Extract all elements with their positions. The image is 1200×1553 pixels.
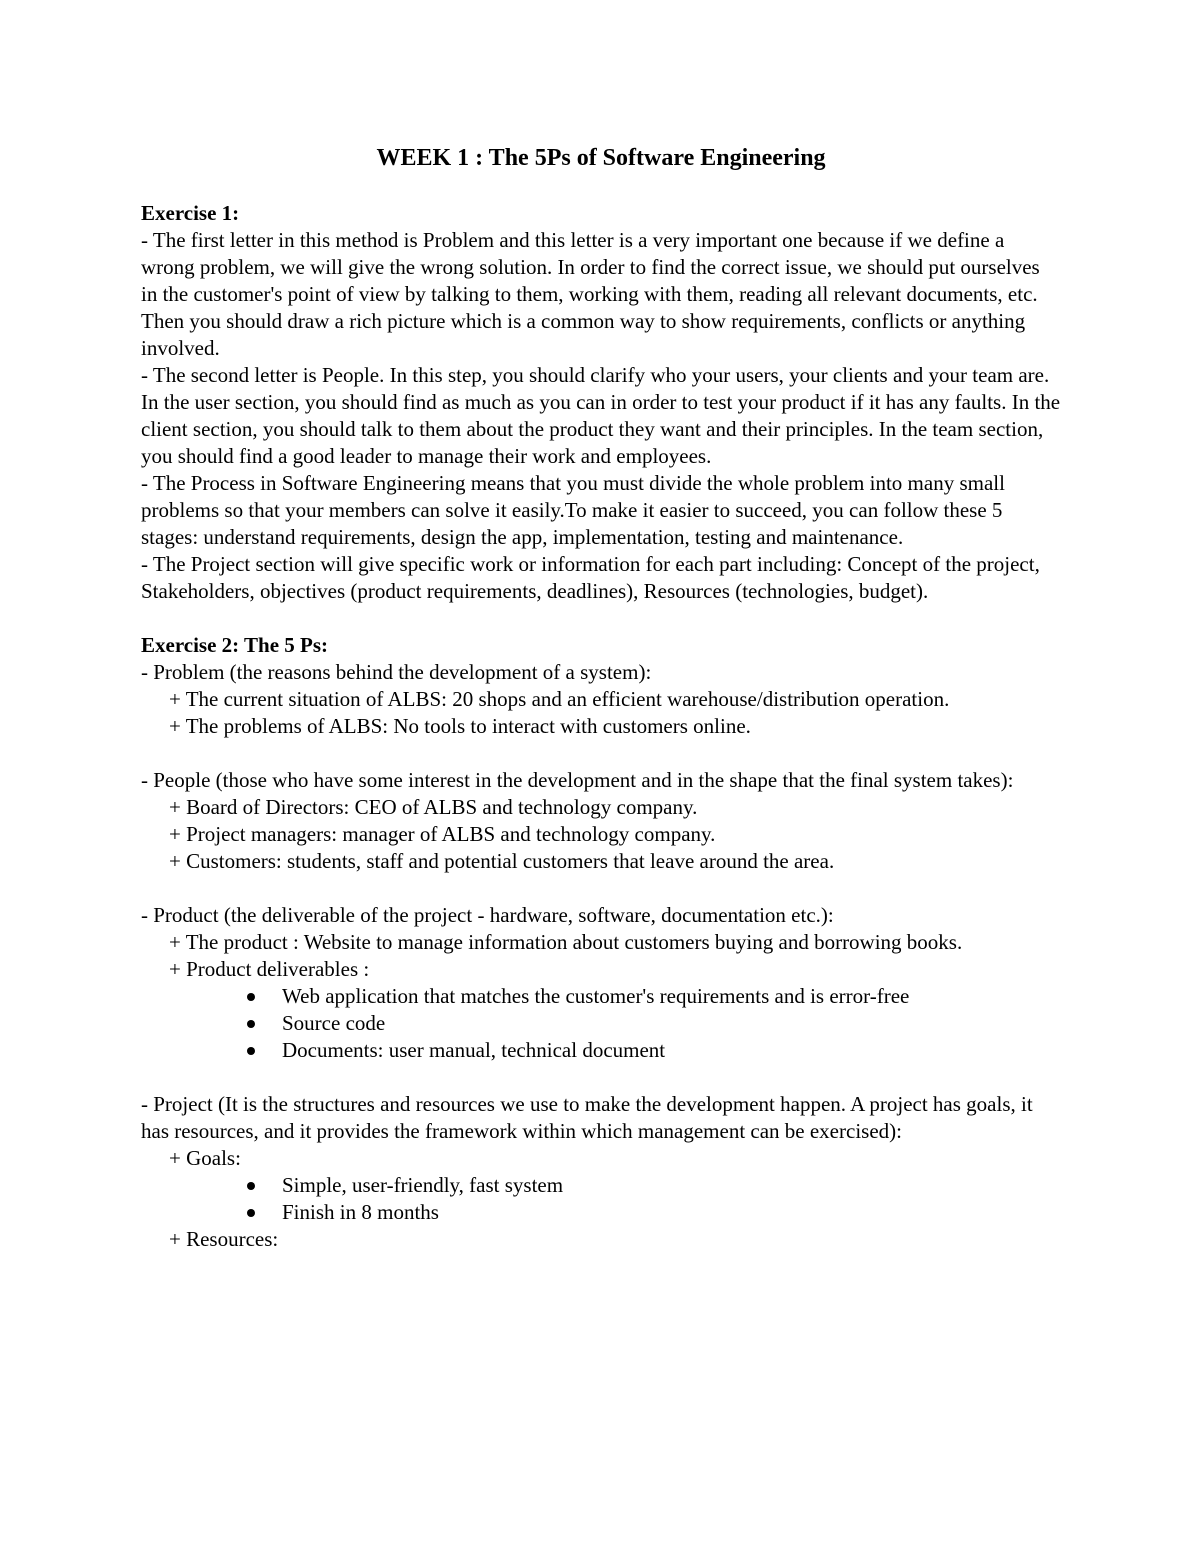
people-item: + Customers: students, staff and potential customers that leave around the area. [169,849,835,873]
exercise-1-people-paragraph: - The second letter is People. In this step, you should clarify who your users, your clients and your team are. In the user section, you should find as much as you can in order to test your product if it has any faults. In the client section, you should talk to them about the product they want and their principles. In the team section, you should find a good leader to manage their work and employees. [141,363,1061,468]
list-item-text: Source code [282,1011,386,1035]
bullet-icon [247,1047,255,1055]
list-item-text: Documents: user manual, technical document [282,1038,666,1062]
list-item-text: Web application that matches the customer's requirements and is error-free [282,984,910,1008]
document-title: WEEK 1 : The 5Ps of Software Engineering [376,145,826,171]
product-deliverables-label: + Product deliverables : [169,957,370,981]
list-item [241,1010,1061,1037]
spacer [141,875,1061,902]
project-goals-label: + Goals: [169,1146,241,1170]
list-item [241,983,1061,1010]
bullet-icon [247,1020,255,1028]
product-item: + The product : Website to manage information about customers buying and borrowing books. [169,930,963,954]
product-intro: - Product (the deliverable of the project - hardware, software, documentation etc.): [141,903,834,927]
people-item: + Project managers: manager of ALBS and technology company. [169,822,716,846]
bullet-icon [247,1182,255,1190]
problem-intro: - Problem (the reasons behind the development of a system): [141,660,652,684]
problem-item: + The current situation of ALBS: 20 shops and an efficient warehouse/distribution operation. [169,687,950,711]
spacer [141,740,1061,767]
exercise-1-project-paragraph: - The Project section will give specific work or information for each part including: Concept of the project, Stakeholders, objectives (product requirements, deadlines), Resources (technologies, budget). [141,552,1040,603]
list-item [241,1199,1061,1226]
document-page [141,140,1061,1253]
product-deliverables-list [141,983,1061,1064]
people-item: + Board of Directors: CEO of ALBS and technology company. [169,795,698,819]
project-resources-label: + Resources: [169,1227,279,1251]
project-intro: - Project (It is the structures and resources we use to make the development happen. A project has goals, it has resources, and it provides the framework within which management can be exercised): [141,1092,1033,1143]
bullet-icon [247,1209,255,1217]
list-item [241,1172,1061,1199]
spacer [141,605,1061,632]
list-item [241,1037,1061,1064]
exercise-2-heading: Exercise 2: The 5 Ps: [141,633,329,657]
spacer [141,1064,1061,1091]
bullet-icon [247,993,255,1001]
exercise-1-heading: Exercise 1: [141,201,240,225]
people-intro: - People (those who have some interest in the development and in the shape that the final system takes): [141,768,1014,792]
exercise-1-process-paragraph: - The Process in Software Engineering means that you must divide the whole problem into many small problems so that your members can solve it easily.To make it easier to succeed, you can follow these 5 stages: understand requirements, design the app, implementation, testing and maintenance. [141,471,1005,549]
project-goals-list [141,1172,1061,1226]
exercise-1-problem-paragraph: - The first letter in this method is Problem and this letter is a very important one because if we define a wrong problem, we will give the wrong solution. In order to find the correct issue, we should put ourselves in the customer's point of view by talking to them, working with them, reading all relevant documents, etc. Then you should draw a rich picture which is a common way to show requirements, conflicts or anything involved. [141,228,1040,360]
list-item-text: Finish in 8 months [282,1200,439,1224]
list-item-text: Simple, user-friendly, fast system [282,1173,564,1197]
problem-item: + The problems of ALBS: No tools to interact with customers online. [169,714,751,738]
